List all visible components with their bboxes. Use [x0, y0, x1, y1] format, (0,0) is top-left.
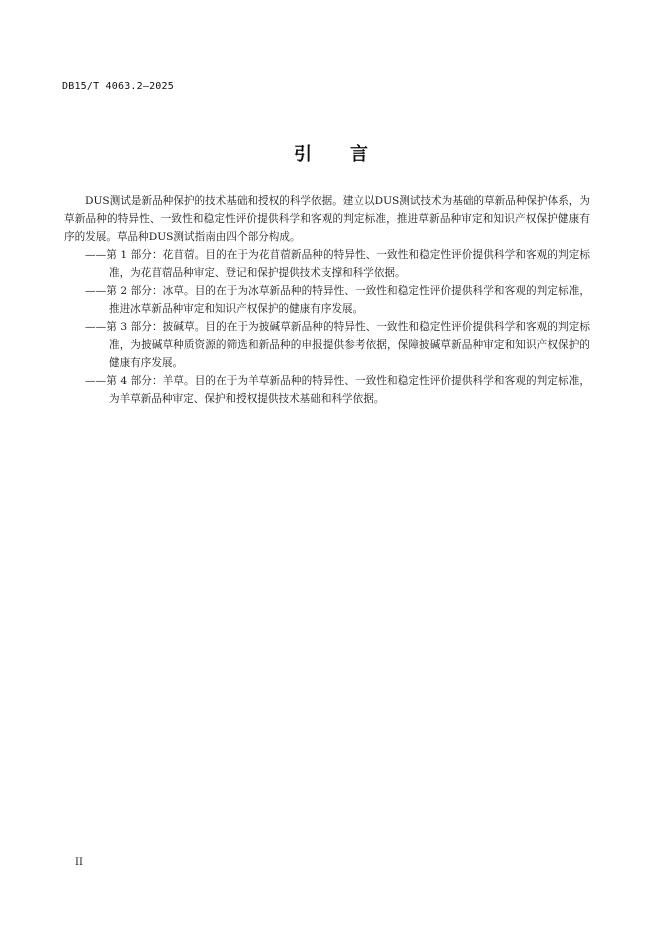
page-number: II [75, 857, 83, 868]
list-item-part-1: ——第 1 部分：花苜蓿。目的在于为花苜蓿新品种的特异性、一致性和稳定性评价提供科学和客观的判定标准，为花苜蓿品种审定、登记和保护提供技术支撑和科学依据。 [85, 249, 590, 279]
list-item-part-3: ——第 3 部分：披碱草。目的在于为披碱草新品种的特异性、一致性和稳定性评价提供科学和客观的判定标准，为披碱草种质资源的筛选和新品种的申报提供参考依据，保障披碱草新品种审定和知识产权保护的健康有序发展。 [85, 321, 590, 369]
list-item-part-2: ——第 2 部分：冰草。目的在于为冰草新品种的特异性、一致性和稳定性评价提供科学和客观的判定标准，推进冰草新品种审定和知识产权保护的健康有序发展。 [85, 285, 590, 315]
page-title: 引言 [294, 144, 406, 165]
document-body [64, 192, 590, 408]
document-code: DB15/T 4063.2—2025 [62, 81, 174, 92]
list-item-part-4: ——第 4 部分：羊草。目的在于为羊草新品种的特异性、一致性和稳定性评价提供科学和客观的判定标准，为羊草新品种审定、保护和授权提供技术基础和科学依据。 [85, 375, 590, 405]
intro-paragraph: DUS测试是新品种保护的技术基础和授权的科学依据。建立以DUS测试技术为基础的草新品种保护体系，为草新品种的特异性、一致性和稳定性评价提供科学和客观的判定标准，推进草新品种审定和知识产权保护健康有序的发展。草品种DUS测试指南由四个部分构成。 [64, 195, 590, 243]
